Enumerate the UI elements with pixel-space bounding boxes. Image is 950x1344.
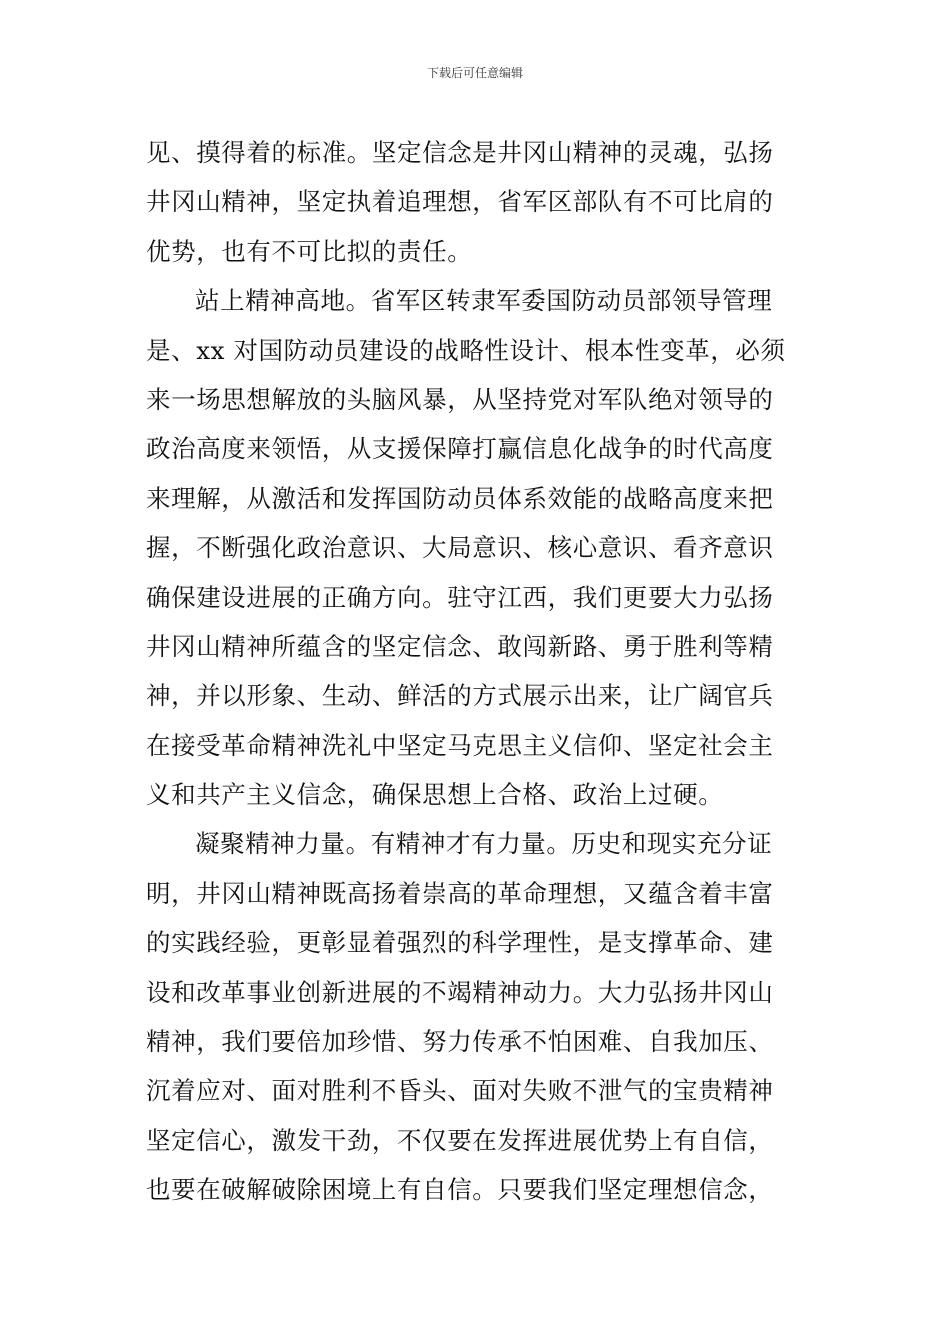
text-line: 井冈山精神所蕴含的坚定信念、敢闯新路、勇于胜利等精 (146, 631, 774, 661)
text-line: 沉着应对、面对胜利不昏头、面对失败不泄气的宝贵精神 (146, 1076, 774, 1106)
page-header: 下载后可任意编辑 (426, 66, 523, 80)
text-line: 设和改革事业创新进展的不竭精神动力。大力弘扬井冈山 (146, 977, 774, 1007)
text-line: 坚定信心，激发干劲，不仅要在发挥进展优势上有自信， (146, 1125, 774, 1155)
text-line: 也要在破解破除困境上有自信。只要我们坚定理想信念， (146, 1175, 774, 1205)
document-body (146, 128, 808, 1215)
text-line: 的实践经验，更彰显着强烈的科学理性，是支撑革命、建 (146, 928, 774, 958)
text-line: 来理解，从激活和发挥国防动员体系效能的战略高度来把 (146, 483, 774, 513)
text-line: 明，井冈山精神既高扬着崇高的革命理想，又蕴含着丰富 (146, 878, 774, 908)
text-line: 来一场思想解放的头脑风暴，从坚持党对军队绝对领导的 (146, 384, 774, 414)
text-line: 见、摸得着的标准。坚定信念是井冈山精神的灵魂，弘扬 (146, 138, 774, 167)
text-line: 在接受革命精神洗礼中坚定马克思主义信仰、坚定社会主 (146, 730, 774, 760)
text-line: 确保建设进展的正确方向。驻守江西，我们更要大力弘扬 (146, 582, 774, 612)
text-line: 义和共产主义信念，确保思想上合格、政治上过硬。 (146, 780, 724, 810)
text-line: 政治高度来领悟，从支援保障打赢信息化战争的时代高度 (146, 434, 774, 464)
paragraph-first-line: 站上精神高地。省军区转隶军委国防动员部领导管理 (195, 286, 773, 316)
text-line: 精神，我们要倍加珍惜、努力传承不怕困难、自我加压、 (146, 1027, 774, 1057)
text-line: 是、xx 对国防动员建设的战略性设计、根本性变革，必须 (146, 335, 786, 365)
text-line: 神，并以形象、生动、鲜活的方式展示出来，让广阔官兵 (146, 681, 774, 711)
text-line: 握，不断强化政治意识、大局意识、核心意识、看齐意识 (146, 533, 774, 563)
paragraph-first-line: 凝聚精神力量。有精神才有力量。历史和现实充分证 (195, 829, 773, 859)
text-line: 优势，也有不可比拟的责任。 (146, 236, 473, 266)
text-line: 井冈山精神，坚定执着追理想，省军区部队有不可比肩的 (146, 187, 774, 217)
